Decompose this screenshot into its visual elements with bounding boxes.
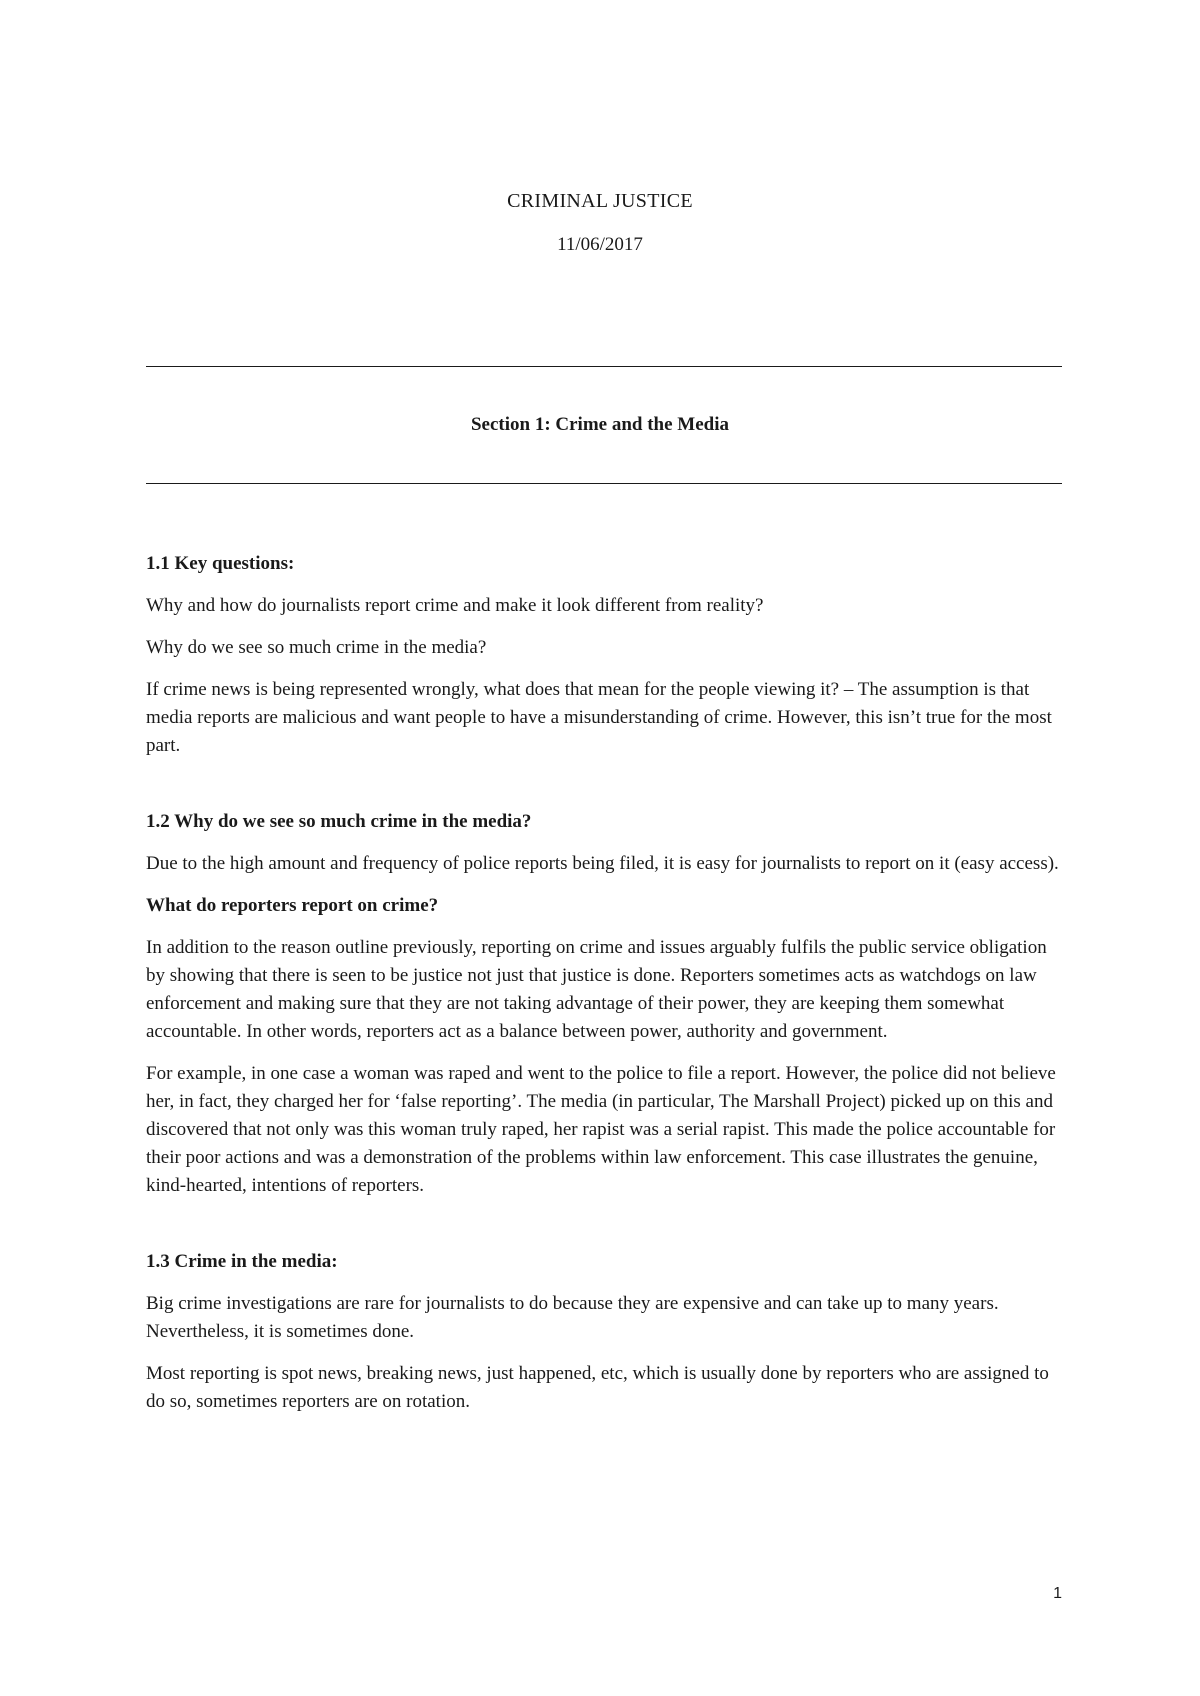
horizontal-rule-bottom xyxy=(146,483,1062,484)
page-number: 1 xyxy=(1053,1585,1062,1602)
heading-1-1: 1.1 Key questions: xyxy=(146,553,295,574)
heading-1-2: 1.2 Why do we see so much crime in the media? xyxy=(146,811,532,832)
paragraph: Big crime investigations are rare for journalists to do because they are expensive and can take up to many years. Nevertheless, it is sometimes done. xyxy=(146,1293,999,1342)
document-body xyxy=(146,550,1062,1430)
paragraph: Why and how do journalists report crime and make it look different from reality? xyxy=(146,595,764,616)
horizontal-rule-top xyxy=(146,366,1062,367)
document-title: CRIMINAL JUSTICE xyxy=(507,190,693,212)
paragraph: Most reporting is spot news, breaking news, just happened, etc, which is usually done by reporters who are assigned to do so, sometimes reporters are on rotation. xyxy=(146,1363,1049,1412)
paragraph: For example, in one case a woman was raped and went to the police to file a report. However, the police did not believe her, in fact, they charged her for ‘false reporting’. The media (in particular, The Marshall Project) picked up on this and discovered that not only was this woman truly raped, her rapist was a serial rapist. This made the police accountable for their poor actions and was a demonstration of the problems within law enforcement. This case illustrates the genuine, kind-hearted, intentions of reporters. xyxy=(146,1063,1056,1196)
subheading: What do reporters report on crime? xyxy=(146,895,439,916)
document-date: 11/06/2017 xyxy=(557,234,643,255)
paragraph: In addition to the reason outline previously, reporting on crime and issues arguably fulfils the public service obligation by showing that there is seen to be justice not just that justice is done. Reporters sometimes acts as watchdogs on law enforcement and making sure that they are not taking advantage of their power, they are keeping them somewhat accountable. In other words, reporters act as a balance between power, authority and government. xyxy=(146,937,1047,1042)
section-title: Section 1: Crime and the Media xyxy=(470,414,730,435)
heading-1-3: 1.3 Crime in the media: xyxy=(146,1251,338,1272)
paragraph: Due to the high amount and frequency of police reports being filed, it is easy for journalists to report on it (easy access). xyxy=(146,853,1059,874)
paragraph: Why do we see so much crime in the media? xyxy=(146,637,487,658)
paragraph: If crime news is being represented wrongly, what does that mean for the people viewing it? – The assumption is that media reports are malicious and want people to have a misunderstanding of crime. However, this isn’t true for the most part. xyxy=(146,679,1052,756)
